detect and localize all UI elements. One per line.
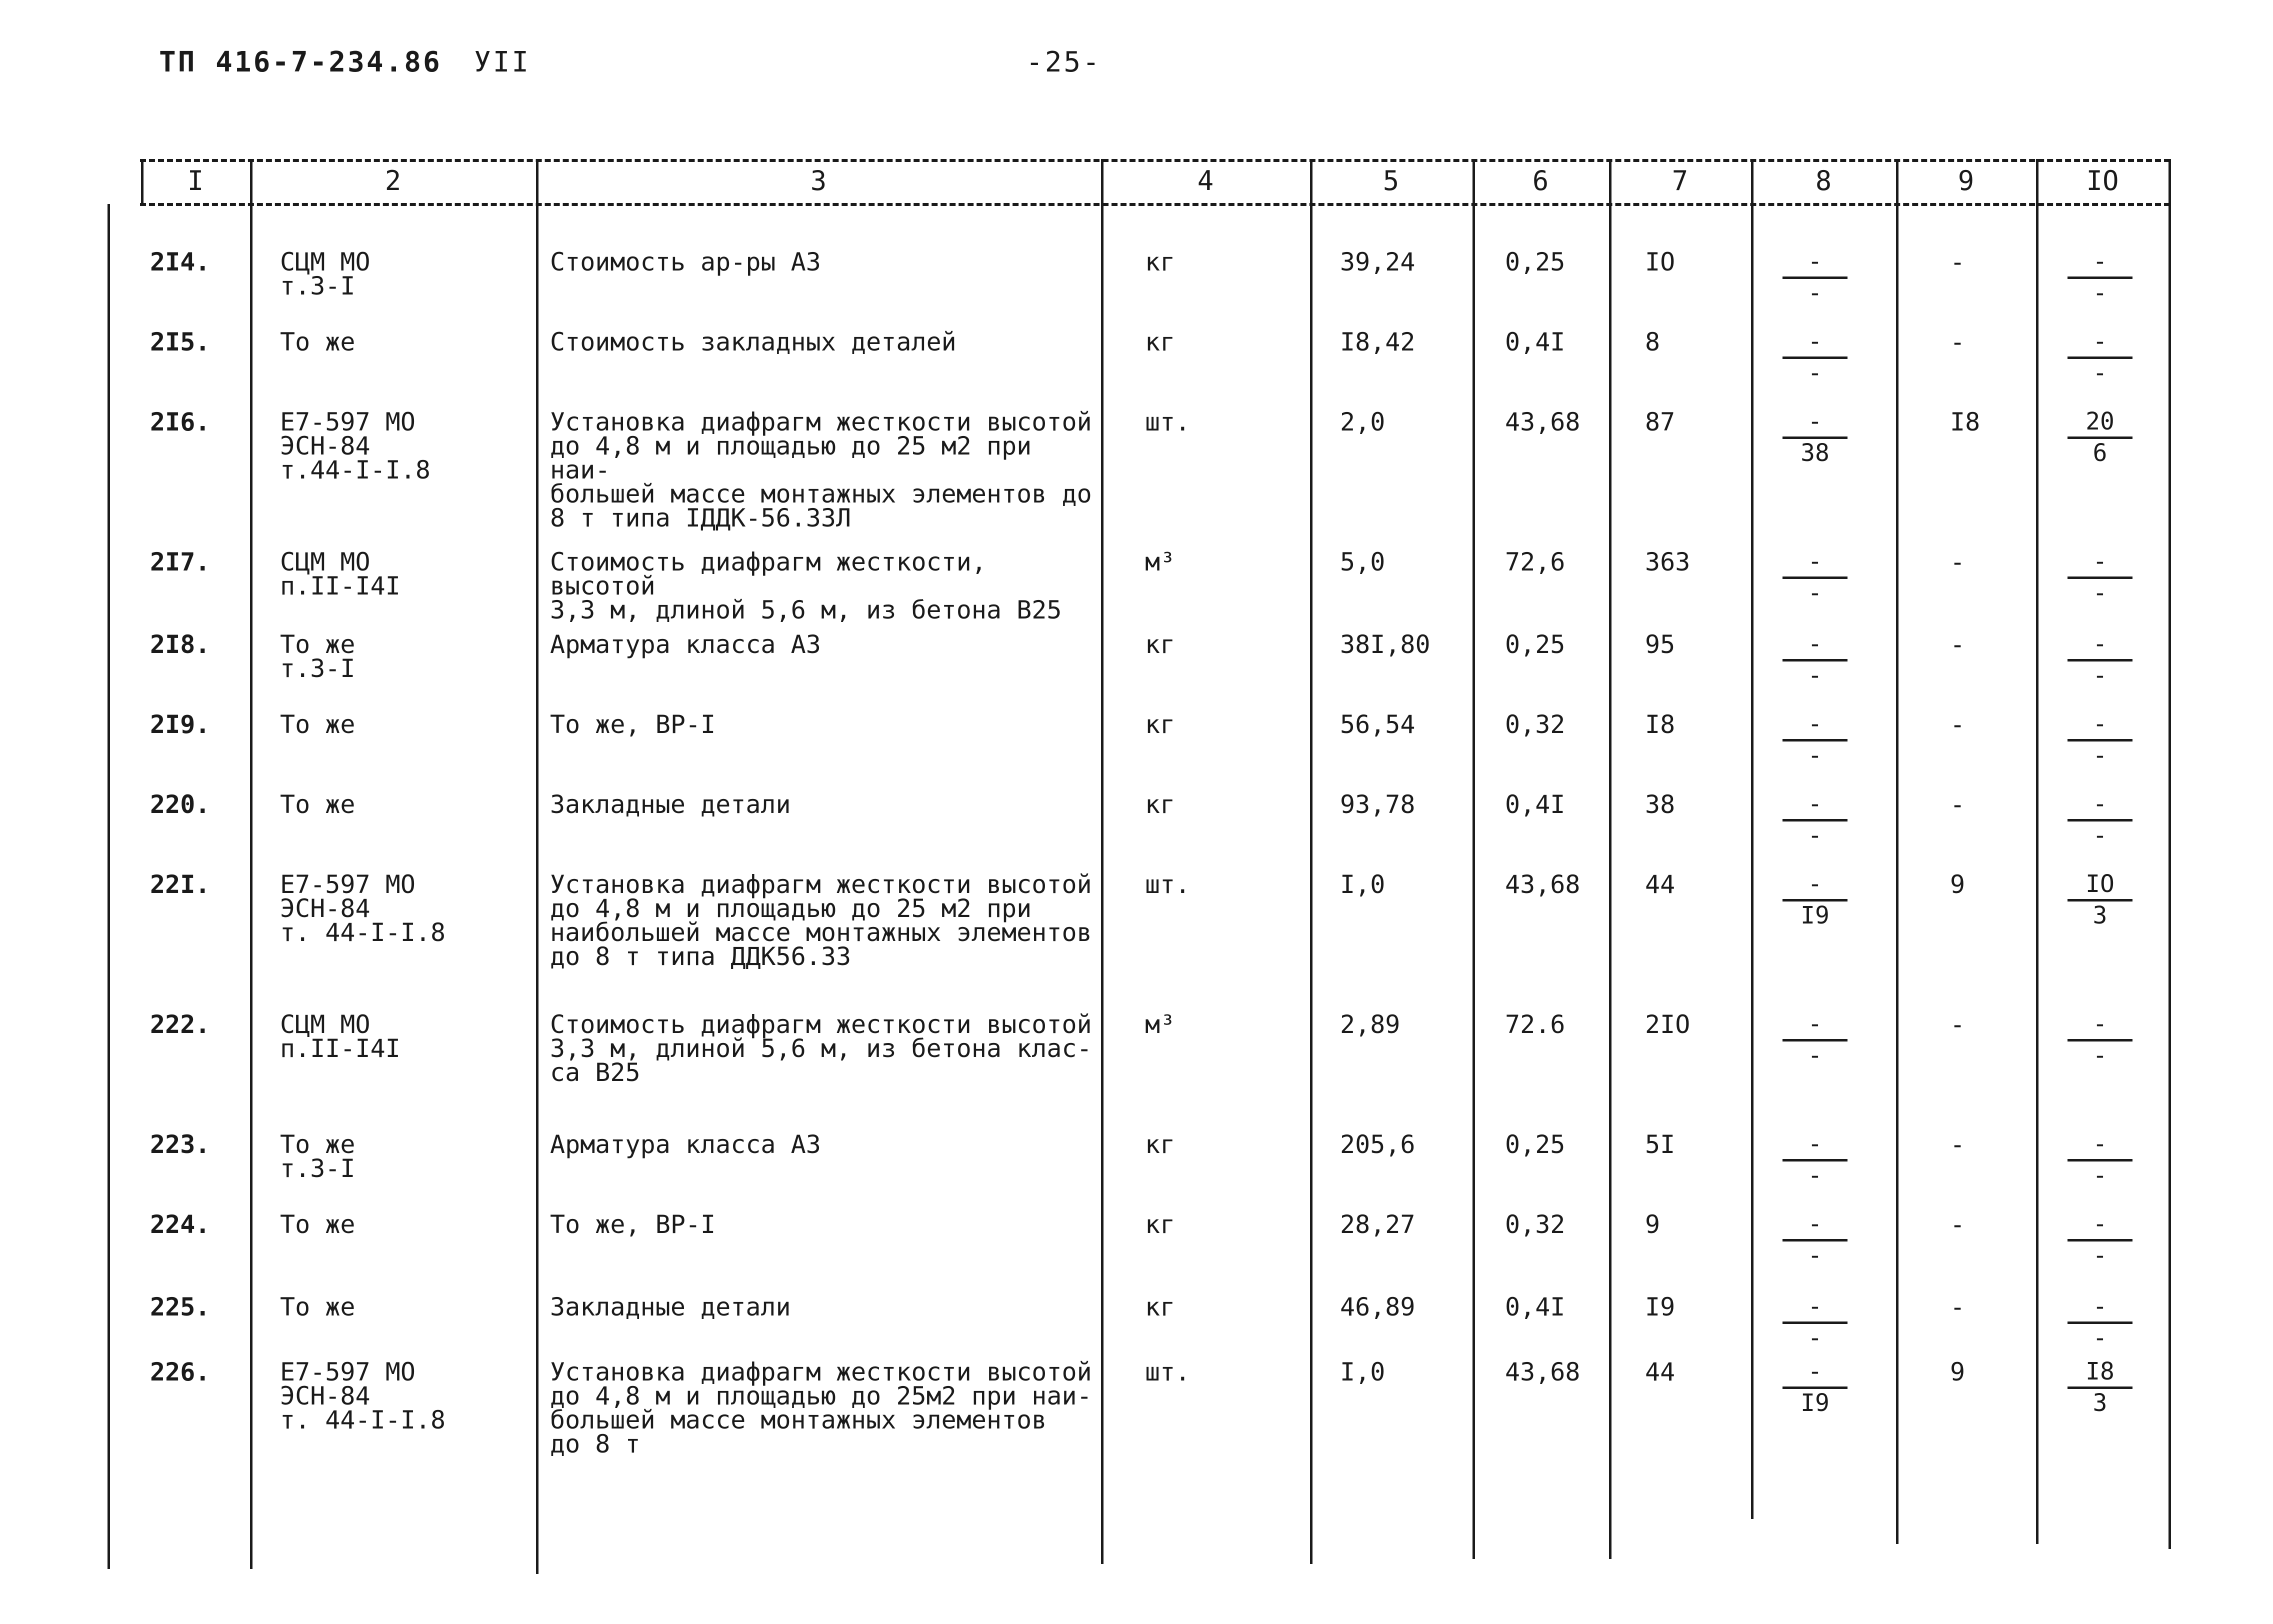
- column-10-fraction-numerator: -: [2068, 790, 2132, 822]
- column-9-value: -: [1950, 710, 1966, 739]
- column-number: 4: [1197, 165, 1214, 196]
- column-10-fraction-numerator: -: [2068, 630, 2132, 662]
- column-9-value: -: [1950, 1010, 1966, 1039]
- unit-cost: 0,25: [1505, 630, 1566, 659]
- unit-of-measure: кг: [1145, 790, 1176, 819]
- norm-reference: СЦМ МО т.3-I: [280, 248, 370, 300]
- column-divider: [1472, 159, 1475, 1559]
- column-divider: [250, 159, 252, 1569]
- column-number: 3: [810, 165, 827, 196]
- work-description: Арматура класса А3: [550, 630, 821, 659]
- column-10-fraction: [2068, 548, 2132, 607]
- column-10-fraction: [2068, 1358, 2132, 1417]
- total-cost: 5I: [1645, 1130, 1676, 1159]
- column-10-fraction-denominator: 3: [2092, 902, 2108, 930]
- unit-cost: 0,32: [1505, 1210, 1566, 1239]
- column-8-fraction: [1782, 408, 1848, 467]
- column-number: 2: [384, 165, 402, 196]
- column-8-fraction: [1782, 1358, 1848, 1417]
- column-9-value: -: [1950, 1210, 1966, 1239]
- total-cost: 87: [1645, 408, 1676, 436]
- document-code: ТП 416-7-234.86: [159, 46, 442, 78]
- norm-reference: СЦМ МО п.II-I4I: [280, 1010, 400, 1063]
- column-10-fraction-numerator: 20: [2068, 408, 2132, 439]
- column-10-fraction: [2068, 1292, 2132, 1352]
- column-10-fraction-denominator: -: [2092, 279, 2108, 307]
- unit-cost: 0,4I: [1505, 790, 1566, 819]
- work-description: То же, ВР-I: [550, 1210, 716, 1239]
- work-description: Закладные детали: [550, 1292, 791, 1322]
- column-divider: [1751, 159, 1754, 1519]
- unit-of-measure: кг: [1145, 1130, 1176, 1159]
- total-cost: IO: [1645, 248, 1676, 276]
- column-9-value: -: [1950, 548, 1966, 576]
- column-10-fraction-denominator: -: [2092, 1042, 2108, 1070]
- column-8-fraction: [1782, 710, 1848, 770]
- column-8-fraction: [1782, 1130, 1848, 1190]
- quantity: I8,42: [1340, 328, 1416, 356]
- column-8-fraction: [1782, 548, 1848, 607]
- column-divider: [1101, 159, 1104, 1564]
- work-description: Стоимость диафрагм жесткости высотой 3,3 м, длиной 5,6 м, из бетона клас- са В25: [550, 1010, 1092, 1087]
- column-8-fraction-numerator: -: [1782, 548, 1848, 579]
- column-10-fraction-numerator: -: [2068, 710, 2132, 742]
- column-number: 9: [1958, 165, 1974, 196]
- column-divider: [536, 159, 538, 1574]
- column-10-fraction-numerator: -: [2068, 1292, 2132, 1324]
- quantity: I,0: [1340, 870, 1386, 899]
- column-divider: [141, 159, 144, 204]
- total-cost: 8: [1645, 328, 1660, 356]
- quantity: 93,78: [1340, 790, 1416, 819]
- column-number: 5: [1382, 165, 1400, 196]
- column-divider: [1896, 159, 1898, 1544]
- unit-of-measure: кг: [1145, 630, 1176, 659]
- column-number: 6: [1532, 165, 1549, 196]
- column-divider: [2168, 159, 2171, 1549]
- column-number: 7: [1672, 165, 1688, 196]
- row-number: 2I8.: [150, 630, 210, 659]
- column-divider: [108, 204, 110, 1569]
- unit-of-measure: кг: [1145, 1292, 1176, 1322]
- norm-reference: Е7-597 МО ЭСН-84 т.44-I-I.8: [280, 408, 431, 484]
- column-10-fraction-numerator: -: [2068, 1130, 2132, 1162]
- column-8-fraction-denominator: -: [1808, 822, 1822, 850]
- total-cost: 9: [1645, 1210, 1660, 1239]
- column-10-fraction-denominator: -: [2092, 359, 2108, 387]
- row-number: 224.: [150, 1210, 210, 1239]
- work-description: То же, ВР-I: [550, 710, 716, 739]
- column-9-value: -: [1950, 1292, 1966, 1322]
- unit-of-measure: м³: [1145, 548, 1176, 576]
- column-8-fraction-numerator: -: [1782, 1358, 1848, 1389]
- column-number: 8: [1815, 165, 1832, 196]
- work-description: Арматура класса А3: [550, 1130, 821, 1159]
- column-9-value: -: [1950, 328, 1966, 356]
- column-8-fraction: [1782, 630, 1848, 690]
- column-10-fraction-denominator: -: [2092, 822, 2108, 850]
- column-8-fraction: [1782, 1210, 1848, 1270]
- page-number: -25-: [1026, 46, 1102, 78]
- unit-cost: 43,68: [1505, 1358, 1580, 1386]
- column-9-value: -: [1950, 630, 1966, 659]
- column-10-fraction-denominator: 3: [2092, 1389, 2108, 1417]
- unit-of-measure: шт.: [1145, 408, 1190, 436]
- column-number: IO: [2086, 165, 2119, 196]
- work-description: Стоимость ар-ры А3: [550, 248, 821, 276]
- column-8-fraction-numerator: -: [1782, 1130, 1848, 1162]
- total-cost: 44: [1645, 1358, 1676, 1386]
- quantity: 2,89: [1340, 1010, 1400, 1039]
- column-8-fraction-denominator: -: [1808, 579, 1822, 607]
- column-10-fraction-numerator: I8: [2068, 1358, 2132, 1389]
- total-cost: 2IO: [1645, 1010, 1690, 1039]
- norm-reference: То же: [280, 328, 356, 356]
- quantity: 56,54: [1340, 710, 1416, 739]
- column-10-fraction-numerator: -: [2068, 328, 2132, 359]
- row-number: 225.: [150, 1292, 210, 1322]
- row-number: 2I9.: [150, 710, 210, 739]
- unit-of-measure: шт.: [1145, 1358, 1190, 1386]
- unit-cost: 0,25: [1505, 1130, 1566, 1159]
- quantity: 5,0: [1340, 548, 1386, 576]
- unit-cost: 43,68: [1505, 408, 1580, 436]
- work-description: Закладные детали: [550, 790, 791, 819]
- column-8-fraction: [1782, 790, 1848, 850]
- unit-of-measure: м³: [1145, 1010, 1176, 1039]
- column-9-value: -: [1950, 248, 1966, 276]
- column-8-fraction-numerator: -: [1782, 870, 1848, 902]
- column-8-fraction: [1782, 1010, 1848, 1070]
- row-number: 223.: [150, 1130, 210, 1159]
- column-10-fraction: [2068, 790, 2132, 850]
- work-description: Установка диафрагм жесткости высотой до 4,8 м и площадью до 25 м2 при наи- большей массе монтажных элементов до 8 т типа IДДК-56.33Л: [550, 408, 1092, 532]
- quantity: 205,6: [1340, 1130, 1416, 1159]
- column-10-fraction-denominator: -: [2092, 1324, 2108, 1352]
- quantity: 38I,80: [1340, 630, 1430, 659]
- work-description: Установка диафрагм жесткости высотой до 4,8 м и площадью до 25 м2 при наибольшей массе монтажных элементов до 8 т типа ДДК56.33: [550, 870, 1092, 971]
- row-number: 22I.: [150, 870, 210, 899]
- column-10-fraction: [2068, 870, 2132, 930]
- column-10-fraction: [2068, 328, 2132, 387]
- norm-reference: То же: [280, 710, 356, 739]
- column-8-fraction-denominator: -: [1808, 1042, 1822, 1070]
- unit-cost: 72.6: [1505, 1010, 1566, 1039]
- column-divider: [1609, 159, 1612, 1559]
- column-8-fraction-denominator: -: [1808, 1242, 1822, 1270]
- norm-reference: То же: [280, 1210, 356, 1239]
- unit-of-measure: кг: [1145, 248, 1176, 276]
- quantity: 46,89: [1340, 1292, 1416, 1322]
- total-cost: 44: [1645, 870, 1676, 899]
- norm-reference: СЦМ МО п.II-I4I: [280, 548, 400, 600]
- quantity: I,0: [1340, 1358, 1386, 1386]
- column-10-fraction: [2068, 248, 2132, 307]
- work-description: Стоимость закладных деталей: [550, 328, 956, 356]
- column-9-value: -: [1950, 1130, 1966, 1159]
- column-8-fraction-denominator: I9: [1800, 902, 1830, 930]
- column-8-fraction-denominator: I9: [1800, 1389, 1830, 1417]
- work-description: Стоимость диафрагм жесткости, высотой 3,3 м, длиной 5,6 м, из бетона В25: [550, 548, 1062, 624]
- total-cost: I9: [1645, 1292, 1676, 1322]
- column-10-fraction: [2068, 408, 2132, 467]
- column-8-fraction-numerator: -: [1782, 1210, 1848, 1242]
- unit-of-measure: кг: [1145, 328, 1176, 356]
- unit-cost: 0,32: [1505, 710, 1566, 739]
- norm-reference: Е7-597 МО ЭСН-84 т. 44-I-I.8: [280, 870, 446, 947]
- column-10-fraction: [2068, 630, 2132, 690]
- unit-cost: 0,4I: [1505, 1292, 1566, 1322]
- column-8-fraction-numerator: -: [1782, 710, 1848, 742]
- unit-cost: 43,68: [1505, 870, 1580, 899]
- row-number: 226.: [150, 1358, 210, 1386]
- norm-reference: Е7-597 МО ЭСН-84 т. 44-I-I.8: [280, 1358, 446, 1434]
- column-8-fraction-numerator: -: [1782, 248, 1848, 279]
- column-10-fraction: [2068, 710, 2132, 770]
- row-number: 222.: [150, 1010, 210, 1039]
- column-8-fraction-numerator: -: [1782, 408, 1848, 439]
- column-10-fraction-numerator: -: [2068, 548, 2132, 579]
- unit-cost: 72,6: [1505, 548, 1566, 576]
- column-10-fraction-denominator: -: [2092, 1242, 2108, 1270]
- column-10-fraction-denominator: 6: [2092, 439, 2108, 467]
- column-8-fraction-numerator: -: [1782, 1010, 1848, 1042]
- column-9-value: 9: [1950, 870, 1966, 899]
- column-8-fraction: [1782, 328, 1848, 387]
- column-10-fraction-denominator: -: [2092, 742, 2108, 770]
- row-number: 2I7.: [150, 548, 210, 576]
- column-divider: [2036, 159, 2038, 1544]
- row-number: 2I5.: [150, 328, 210, 356]
- norm-reference: То же т.3-I: [280, 1130, 356, 1183]
- unit-of-measure: шт.: [1145, 870, 1190, 899]
- unit-of-measure: кг: [1145, 1210, 1176, 1239]
- column-10-fraction-numerator: -: [2068, 1210, 2132, 1242]
- column-8-fraction-denominator: 38: [1800, 439, 1830, 467]
- quantity: 28,27: [1340, 1210, 1416, 1239]
- column-9-value: I8: [1950, 408, 1980, 436]
- column-10-fraction-denominator: -: [2092, 579, 2108, 607]
- column-8-fraction-numerator: -: [1782, 630, 1848, 662]
- column-8-fraction-numerator: -: [1782, 328, 1848, 359]
- total-cost: 38: [1645, 790, 1676, 819]
- column-number: I: [187, 165, 204, 196]
- header-bottom-rule: [140, 203, 2170, 206]
- column-9-value: 9: [1950, 1358, 1966, 1386]
- column-8-fraction-denominator: -: [1808, 1162, 1822, 1190]
- column-10-fraction: [2068, 1010, 2132, 1070]
- quantity: 39,24: [1340, 248, 1416, 276]
- column-10-fraction-numerator: -: [2068, 248, 2132, 279]
- column-8-fraction-numerator: -: [1782, 790, 1848, 822]
- column-8-fraction-denominator: -: [1808, 742, 1822, 770]
- unit-of-measure: кг: [1145, 710, 1176, 739]
- column-10-fraction: [2068, 1130, 2132, 1190]
- total-cost: 95: [1645, 630, 1676, 659]
- sheet-label: УII: [474, 46, 531, 78]
- row-number: 2I4.: [150, 248, 210, 276]
- column-8-fraction: [1782, 248, 1848, 307]
- column-divider: [1310, 159, 1312, 1564]
- column-10-fraction-numerator: -: [2068, 1010, 2132, 1042]
- column-8-fraction-denominator: -: [1808, 279, 1822, 307]
- column-8-fraction: [1782, 870, 1848, 930]
- column-10-fraction: [2068, 1210, 2132, 1270]
- row-number: 2I6.: [150, 408, 210, 436]
- total-cost: I8: [1645, 710, 1676, 739]
- norm-reference: То же: [280, 790, 356, 819]
- row-number: 220.: [150, 790, 210, 819]
- norm-reference: То же т.3-I: [280, 630, 356, 683]
- column-8-fraction-denominator: -: [1808, 359, 1822, 387]
- column-8-fraction: [1782, 1292, 1848, 1352]
- column-10-fraction-denominator: -: [2092, 662, 2108, 690]
- header-top-rule: [140, 159, 2170, 162]
- column-8-fraction-numerator: -: [1782, 1292, 1848, 1324]
- column-8-fraction-denominator: -: [1808, 1324, 1822, 1352]
- total-cost: 363: [1645, 548, 1690, 576]
- column-8-fraction-denominator: -: [1808, 662, 1822, 690]
- column-10-fraction-numerator: IO: [2068, 870, 2132, 902]
- norm-reference: То же: [280, 1292, 356, 1322]
- column-10-fraction-denominator: -: [2092, 1162, 2108, 1190]
- unit-cost: 0,4I: [1505, 328, 1566, 356]
- work-description: Установка диафрагм жесткости высотой до 4,8 м и площадью до 25м2 при наи- большей массе монтажных элементов до 8 т: [550, 1358, 1092, 1458]
- quantity: 2,0: [1340, 408, 1386, 436]
- unit-cost: 0,25: [1505, 248, 1566, 276]
- column-9-value: -: [1950, 790, 1966, 819]
